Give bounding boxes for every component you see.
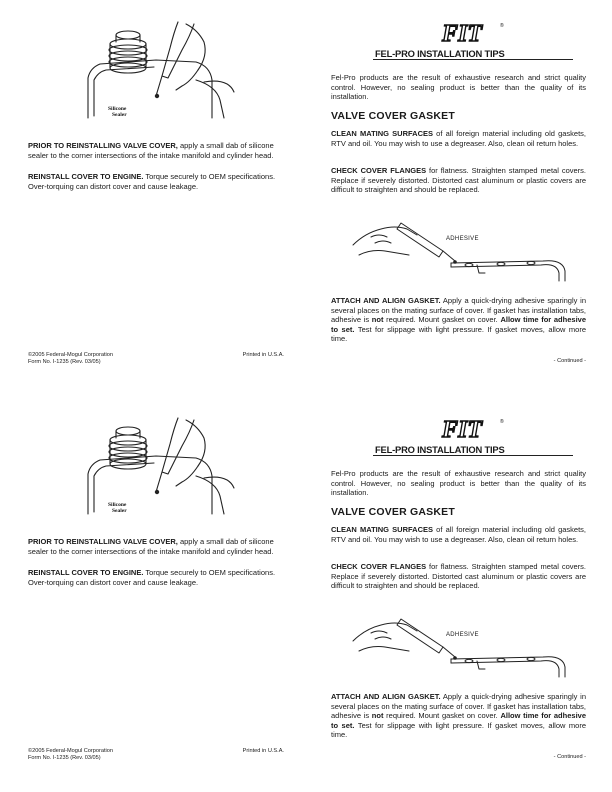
silicone-sealer-illustration	[86, 20, 236, 120]
brand-subtitle: FEL-PRO INSTALLATION TIPS	[375, 444, 505, 455]
paragraph-text: apply a small dab of silicone sealer to the corner intersections of the intake manifold and cylinder head.	[28, 141, 274, 160]
paragraph-bold-lead: ATTACH AND ALIGN GASKET.	[331, 296, 441, 305]
paragraph-bold-word: not	[371, 315, 384, 325]
form-number: Form No. I-1235 (Rev. 03/05)	[28, 359, 101, 365]
right-column	[331, 0, 586, 396]
instruction-panel-bottom	[0, 396, 612, 792]
paragraph-text: Test for slippage with light pressure. If gasket moves, allow more time.	[331, 324, 586, 344]
printed-in-text: Printed in U.S.A.	[242, 748, 284, 754]
fit-logo	[426, 18, 506, 46]
brand-underline	[373, 59, 573, 60]
paragraph-bold-lead: CLEAN MATING SURFACES	[331, 129, 434, 138]
paragraph-text: for flatness. Straighten stamped metal covers. Replace if severely distorted. Distorted cast aluminum or plastic covers are difficult to straighten and should be replaced.	[331, 166, 586, 195]
illustration-label-line1: Silicone	[108, 106, 127, 112]
paragraph-text: Torque securely to OEM specifications. Over-torquing can distort cover and cause leakage.	[28, 568, 276, 587]
footer-copyright-block	[28, 352, 113, 366]
paragraph-bold-lead: REINSTALL COVER TO ENGINE.	[28, 172, 144, 181]
paragraph-bold-lead: ATTACH AND ALIGN GASKET.	[331, 692, 441, 701]
illustration-label-line2: Sealer	[112, 508, 127, 514]
paragraph-text: of all foreign material including old gaskets, RTV and oil. You may wish to use a degreaser. Also, clean oil return holes.	[331, 129, 586, 148]
attach-align-paragraph	[331, 296, 586, 344]
brand-underline	[373, 455, 573, 456]
paragraph-text: required. Mount gasket on cover.	[383, 315, 501, 325]
illustration-label-line1: Silicone	[108, 502, 127, 508]
reinstall-cover-paragraph	[28, 568, 284, 587]
reinstall-cover-paragraph	[28, 172, 284, 191]
paragraph-text: required. Mount gasket on cover.	[383, 711, 501, 721]
brand-subtitle: FEL-PRO INSTALLATION TIPS	[375, 48, 505, 59]
form-number: Form No. I-1235 (Rev. 03/05)	[28, 755, 101, 761]
reinstall-valve-cover-paragraph	[28, 537, 284, 556]
logo-mark: ®	[500, 23, 504, 29]
paragraph-text: Torque securely to OEM specifications. Over-torquing can distort cover and cause leakage.	[28, 172, 276, 191]
logo-text: FIT	[441, 21, 483, 46]
adhesive-label: ADHESIVE	[446, 632, 479, 638]
fit-logo	[426, 414, 506, 442]
silicone-sealer-illustration	[86, 416, 236, 516]
footer-copyright-block	[28, 748, 113, 762]
paragraph-bold-lead: PRIOR TO REINSTALLING VALVE COVER,	[28, 537, 178, 546]
reinstall-valve-cover-paragraph	[28, 141, 284, 160]
right-column	[331, 396, 586, 792]
intro-paragraph: Fel-Pro products are the result of exhaustive research and strict quality control. However, no sealing product is better than the quality of its installation.	[331, 73, 586, 102]
intro-paragraph: Fel-Pro products are the result of exhaustive research and strict quality control. However, no sealing product is better than the quality of its installation.	[331, 469, 586, 498]
printed-in-text: Printed in U.S.A.	[242, 352, 284, 358]
paragraph-bold-lead: CHECK COVER FLANGES	[331, 562, 427, 571]
left-column	[28, 0, 284, 396]
paragraph-bold-phrase: Allow time for adhesive to set.	[331, 315, 586, 334]
copyright-text: ©2005 Federal-Mogul Corporation	[28, 748, 113, 754]
paragraph-text: of all foreign material including old gaskets, RTV and oil. You may wish to use a degreaser. Also, clean oil return holes.	[331, 525, 586, 544]
paragraph-bold-lead: PRIOR TO REINSTALLING VALVE COVER,	[28, 141, 178, 150]
check-flanges-paragraph	[331, 166, 586, 195]
logo-text: FIT	[441, 417, 483, 442]
adhesive-application-illustration	[351, 611, 581, 679]
logo-mark: ®	[500, 419, 504, 425]
paragraph-text: Apply a quick-drying adhesive sparingly in several places on the mating surface of cover. If gasket has installation tabs, adhesive is	[331, 692, 587, 721]
paragraph-text: Apply a quick-drying adhesive sparingly in several places on the mating surface of cover. If gasket has installation tabs, adhesive is	[331, 296, 587, 325]
paragraph-text: Test for slippage with light pressure. If gasket moves, allow more time.	[331, 720, 586, 740]
attach-align-paragraph	[331, 692, 586, 740]
paragraph-text: apply a small dab of silicone sealer to the corner intersections of the intake manifold and cylinder head.	[28, 537, 274, 556]
paragraph-bold-lead: CLEAN MATING SURFACES	[331, 525, 434, 534]
section-heading: VALVE COVER GASKET	[331, 506, 455, 518]
check-flanges-paragraph	[331, 562, 586, 591]
paragraph-bold-word: not	[371, 711, 384, 721]
clean-surfaces-paragraph	[331, 129, 586, 148]
adhesive-label: ADHESIVE	[446, 236, 479, 242]
section-heading: VALVE COVER GASKET	[331, 110, 455, 122]
clean-surfaces-paragraph	[331, 525, 586, 544]
paragraph-bold-phrase: Allow time for adhesive to set.	[331, 711, 586, 730]
copyright-text: ©2005 Federal-Mogul Corporation	[28, 352, 113, 358]
illustration-label-line2: Sealer	[112, 112, 127, 118]
paragraph-bold-lead: CHECK COVER FLANGES	[331, 166, 427, 175]
continued-label: - Continued -	[553, 754, 586, 760]
left-column	[28, 396, 284, 792]
adhesive-application-illustration	[351, 215, 581, 283]
paragraph-text: for flatness. Straighten stamped metal covers. Replace if severely distorted. Distorted cast aluminum or plastic covers are difficult to straighten and should be replaced.	[331, 562, 586, 591]
continued-label: - Continued -	[553, 358, 586, 364]
paragraph-bold-lead: REINSTALL COVER TO ENGINE.	[28, 568, 144, 577]
